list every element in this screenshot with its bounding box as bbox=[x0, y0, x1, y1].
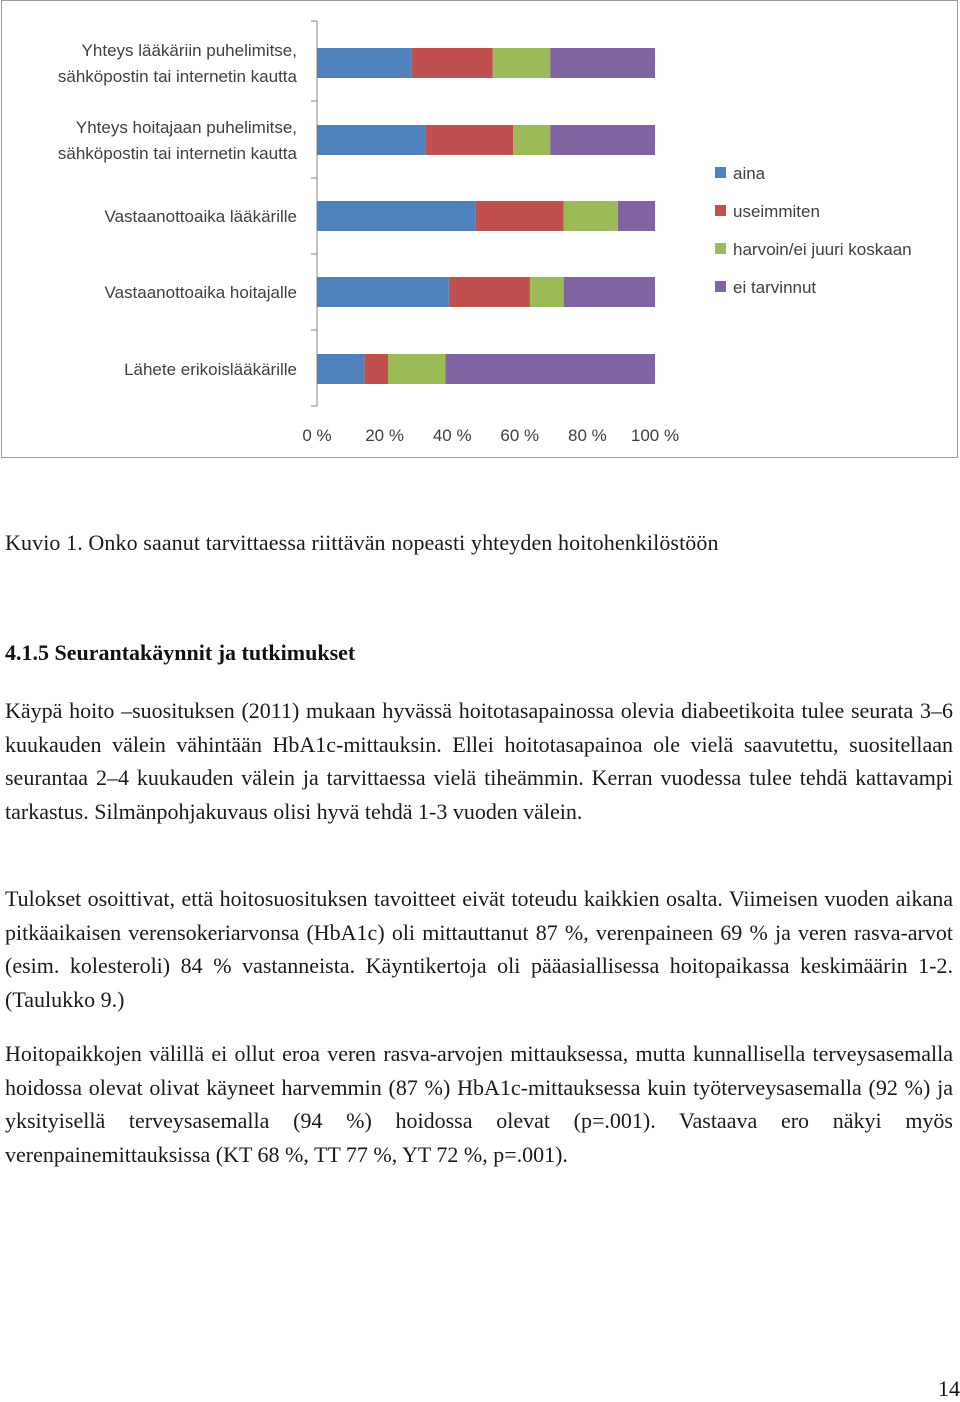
category-label-2: Yhteys hoitajaan puhelimitse, sähköpostin tai internetin kautta bbox=[57, 118, 297, 163]
bar-1-ei-tarvinnut bbox=[550, 48, 655, 78]
paragraph-1: Käypä hoito –suosituksen (2011) mukaan hyvässä hoitotasapainossa olevia diabeetikoita tulee seurata 3–6 kuukauden välein vähintään HbA1c-mittauksin. Ellei hoitotasapainoa ole vielä saavutettu, suositellaan seurantaa 2–4 kuukauden välein ja tarvittaessa vielä tiheämmin. Kerran vuodessa tulee tehdä kattavampi tarkastus. Silmänpohjakuvaus olisi hyvä tehdä 1-3 vuoden välein. bbox=[5, 698, 953, 824]
legend-label-4: ei tarvinnut bbox=[733, 278, 817, 297]
bar-5-aina bbox=[317, 354, 364, 384]
bar-1-harvoin-ei-juuri-koskaan bbox=[493, 48, 550, 78]
x-tick-label-1: 20 % bbox=[365, 426, 404, 445]
bar-3-ei-tarvinnut bbox=[618, 201, 655, 231]
legend-swatch-4 bbox=[715, 281, 726, 292]
legend-label-3: harvoin/ei juuri koskaan bbox=[733, 240, 912, 259]
x-tick-label-3: 60 % bbox=[500, 426, 540, 445]
bar-1-aina bbox=[317, 48, 412, 78]
bar-2-aina bbox=[317, 125, 425, 155]
category-label-4: Vastaanottoaika hoitajalle bbox=[104, 283, 297, 302]
bar-2-useimmiten bbox=[425, 125, 513, 155]
bar-4-harvoin-ei-juuri-koskaan bbox=[530, 277, 564, 307]
paragraph-2: Tulokset osoittivat, että hoitosuosituksen tavoitteet eivät toteudu kaikkien osalta. Viimeisen vuoden aikana pitkäaikaisen verensokeriarvonsa (HbA1c) oli mittauttanut 87 %, verenpaineen 69 % ja veren rasva-arvot (esim. kolesteroli) 84 % vastanneista. Käyntikertoja oli pääasiallisessa hoitopaikassa keskimäärin 1-2. (Taulukko 9.) bbox=[5, 886, 953, 1012]
category-label-1: Yhteys lääkäriin puhelimitse, sähköpostin tai internetin kautta bbox=[57, 41, 297, 86]
x-tick-label-5: 100 % bbox=[630, 426, 680, 445]
legend-swatch-1 bbox=[715, 167, 726, 178]
bar-5-useimmiten bbox=[364, 354, 388, 384]
x-tick-label-4: 80 % bbox=[568, 426, 607, 445]
bar-2-ei-tarvinnut bbox=[550, 125, 655, 155]
category-label-5: Lähete erikoislääkärille bbox=[124, 360, 297, 379]
page-number: 14 bbox=[938, 1376, 960, 1401]
bar-4-aina bbox=[317, 277, 449, 307]
legend-label-2: useimmiten bbox=[733, 202, 820, 221]
bar-1-useimmiten bbox=[412, 48, 493, 78]
stacked-bar-chart bbox=[1, 0, 958, 458]
legend-swatch-2 bbox=[715, 205, 726, 216]
category-label-3: Vastaanottoaika lääkärille bbox=[104, 207, 297, 226]
bar-3-harvoin-ei-juuri-koskaan bbox=[564, 201, 618, 231]
x-tick-label-0: 0 % bbox=[302, 426, 332, 445]
bar-3-aina bbox=[317, 201, 476, 231]
bar-5-ei-tarvinnut bbox=[445, 354, 655, 384]
x-tick-label-2: 40 % bbox=[432, 426, 472, 445]
bar-2-harvoin-ei-juuri-koskaan bbox=[513, 125, 550, 155]
section-heading: 4.1.5 Seurantakäynnit ja tutkimukset bbox=[5, 640, 356, 665]
legend-swatch-3 bbox=[715, 243, 726, 254]
legend-label-1: aina bbox=[733, 164, 766, 183]
figure-caption: Kuvio 1. Onko saanut tarvittaessa riittävän nopeasti yhteyden hoitohenkilöstöön bbox=[5, 530, 719, 555]
bar-5-harvoin-ei-juuri-koskaan bbox=[388, 354, 445, 384]
paragraph-3: Hoitopaikkojen välillä ei ollut eroa veren rasva-arvojen mittauksessa, mutta kunnallisella terveysasemalla hoidossa olevat olivat käyneet harvemmin (87 %) HbA1c-mittauksessa kuin työterveysasemalla (92 %) ja yksityisellä terveysasemalla (94 %) hoidossa olevat (p=.001). Vastaava ero näkyi myös verenpainemittauksissa (KT 68 %, TT 77 %, YT 72 %, p=.001). bbox=[5, 1041, 953, 1167]
bar-4-useimmiten bbox=[449, 277, 530, 307]
bar-3-useimmiten bbox=[476, 201, 564, 231]
chart-canvas bbox=[2, 1, 959, 459]
bar-4-ei-tarvinnut bbox=[564, 277, 655, 307]
